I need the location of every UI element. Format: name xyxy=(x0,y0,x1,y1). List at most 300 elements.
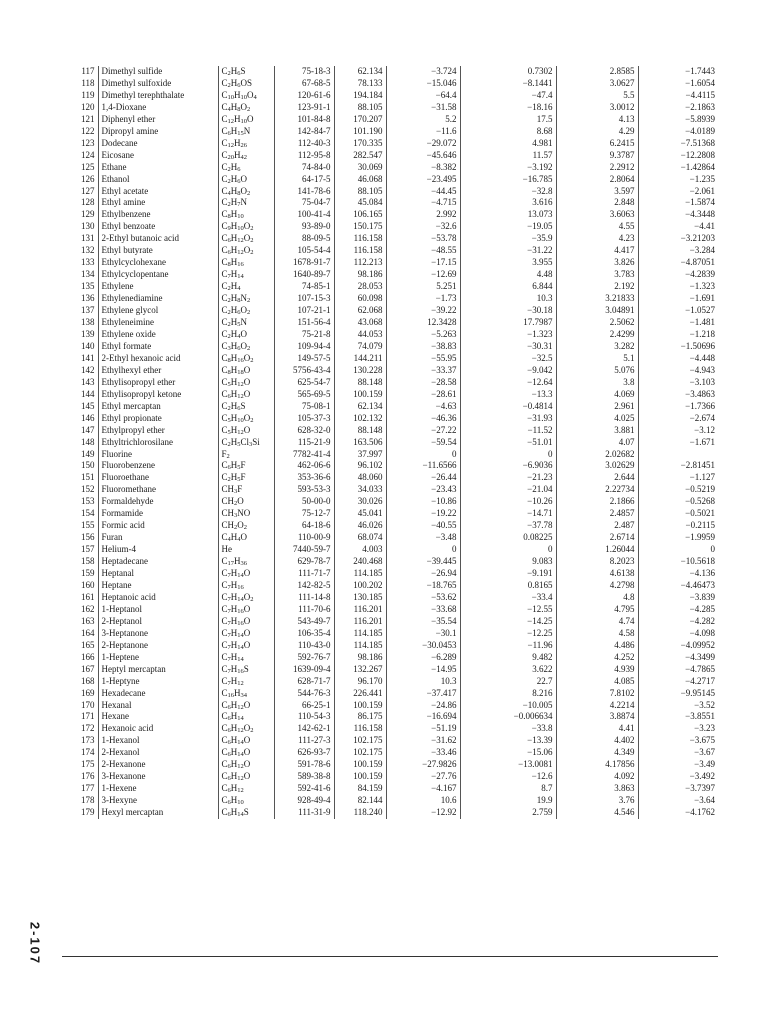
cell-name: Ethyl butyrate xyxy=(98,245,218,257)
cell-v2: −32.5 xyxy=(460,353,556,365)
table-row xyxy=(62,711,718,723)
cell-v1: −31.58 xyxy=(386,102,460,114)
cell-v1: −48.55 xyxy=(386,245,460,257)
cell-mw: 170.335 xyxy=(334,138,386,150)
cell-mw: 114.185 xyxy=(334,628,386,640)
cell-no: 122 xyxy=(81,125,95,136)
table-row xyxy=(62,580,718,592)
cell-cas: 110-54-3 xyxy=(274,711,334,723)
cell-v1: −27.9826 xyxy=(386,759,460,771)
table-row xyxy=(62,652,718,664)
cell-v1: −4.715 xyxy=(386,197,460,209)
cell-cas: 628-71-7 xyxy=(274,676,334,688)
cell-name: Ethanol xyxy=(98,174,218,186)
cell-formula: $C_9H_{10}O_2$ xyxy=(218,221,274,233)
cell-no: 159 xyxy=(81,568,95,579)
cell-v3: 3.826 xyxy=(556,257,638,269)
cell-no: 129 xyxy=(81,209,95,220)
cell-v2: −11.96 xyxy=(460,640,556,652)
cell-mw: 282.547 xyxy=(334,150,386,162)
cell-formula: $C_6H_{12}O$ xyxy=(218,389,274,401)
cell-no: 169 xyxy=(81,687,95,698)
cell-v2: 8.7 xyxy=(460,783,556,795)
cell-mw: 100.159 xyxy=(334,389,386,401)
table-row xyxy=(62,341,718,353)
cell-mw: 194.184 xyxy=(334,90,386,102)
cell-mw: 82.144 xyxy=(334,795,386,807)
cell-mw: 101.190 xyxy=(334,126,386,138)
table-row xyxy=(62,365,718,377)
cell-no: 160 xyxy=(81,579,95,590)
cell-no: 125 xyxy=(81,161,95,172)
cell-formula: $C_6H_{12}O$ xyxy=(218,759,274,771)
cell-no: 163 xyxy=(81,615,95,626)
cell-mw: 112.213 xyxy=(334,257,386,269)
cell-v3: 3.8 xyxy=(556,377,638,389)
cell-name: 2-Heptanone xyxy=(98,640,218,652)
cell-cas: 111-14-8 xyxy=(274,592,334,604)
cell-name: Dimethyl sulfide xyxy=(98,66,218,78)
cell-name: Fluoromethane xyxy=(98,484,218,496)
cell-no: 141 xyxy=(81,352,95,363)
cell-name: Ethyleneimine xyxy=(98,317,218,329)
cell-cas: 111-70-6 xyxy=(274,604,334,616)
cell-v4: −1.9959 xyxy=(638,532,718,544)
cell-mw: 30.026 xyxy=(334,496,386,508)
cell-v3: 4.8 xyxy=(556,592,638,604)
cell-v4: −3.7397 xyxy=(638,783,718,795)
cell-mw: 28.053 xyxy=(334,281,386,293)
cell-v4: −4.1762 xyxy=(638,807,718,819)
cell-no: 132 xyxy=(81,245,95,256)
cell-name: Heptadecane xyxy=(98,556,218,568)
cell-v1: −27.22 xyxy=(386,425,460,437)
cell-v1: −64.4 xyxy=(386,90,460,102)
cell-v2: −35.9 xyxy=(460,233,556,245)
cell-v2: −13.39 xyxy=(460,735,556,747)
cell-v2: −13.3 xyxy=(460,389,556,401)
cell-mw: 132.267 xyxy=(334,664,386,676)
cell-mw: 116.158 xyxy=(334,245,386,257)
cell-mw: 96.170 xyxy=(334,676,386,688)
cell-formula: $C_2H_5F$ xyxy=(218,472,274,484)
cell-name: Fluorobenzene xyxy=(98,460,218,472)
cell-v2: −10.005 xyxy=(460,700,556,712)
cell-name: Ethylene glycol xyxy=(98,305,218,317)
cell-name: Ethane xyxy=(98,162,218,174)
cell-v4: −1.0527 xyxy=(638,305,718,317)
cell-name: 2-Heptanol xyxy=(98,616,218,628)
cell-no: 165 xyxy=(81,639,95,650)
cell-no: 143 xyxy=(81,376,95,387)
cell-formula: $C_{17}H_{36}$ xyxy=(218,556,274,568)
table-body xyxy=(62,66,718,819)
cell-v2: −37.78 xyxy=(460,520,556,532)
cell-v2: 6.844 xyxy=(460,281,556,293)
cell-v4: −1.235 xyxy=(638,174,718,186)
cell-v1: 10.6 xyxy=(386,795,460,807)
table-row xyxy=(62,233,718,245)
cell-v3: 4.6138 xyxy=(556,568,638,580)
cell-name: 1-Heptene xyxy=(98,652,218,664)
cell-v2: −32.8 xyxy=(460,186,556,198)
cell-mw: 226.441 xyxy=(334,688,386,700)
cell-v1: −38.83 xyxy=(386,341,460,353)
table-row xyxy=(62,114,718,126)
cell-no: 135 xyxy=(81,281,95,292)
table-row xyxy=(62,66,718,78)
cell-v2: −9.191 xyxy=(460,568,556,580)
cell-v4: −3.49 xyxy=(638,759,718,771)
cell-name: Ethyl propionate xyxy=(98,413,218,425)
cell-name: Heptanal xyxy=(98,568,218,580)
cell-formula: $C_6H_{12}O_2$ xyxy=(218,233,274,245)
cell-v4: −3.8551 xyxy=(638,711,718,723)
cell-name: Ethyl mercaptan xyxy=(98,401,218,413)
cell-v1: −27.76 xyxy=(386,771,460,783)
cell-v1: −15.046 xyxy=(386,78,460,90)
cell-v2: −33.8 xyxy=(460,723,556,735)
cell-mw: 74.079 xyxy=(334,341,386,353)
cell-no: 147 xyxy=(81,424,95,435)
cell-v3: 3.0627 xyxy=(556,78,638,90)
cell-no: 137 xyxy=(81,305,95,316)
cell-v1: −55.95 xyxy=(386,353,460,365)
cell-cas: 75-04-7 xyxy=(274,197,334,209)
cell-cas: 7440-59-7 xyxy=(274,544,334,556)
cell-name: 1,4-Dioxane xyxy=(98,102,218,114)
cell-v3: 2.1866 xyxy=(556,496,638,508)
table-row xyxy=(62,484,718,496)
cell-cas: 141-78-6 xyxy=(274,186,334,198)
cell-name: Heptane xyxy=(98,580,218,592)
cell-v4: −2.1863 xyxy=(638,102,718,114)
cell-name: 1-Heptyne xyxy=(98,676,218,688)
cell-formula: $C_{10}H_{10}O_4$ xyxy=(218,90,274,102)
cell-v4: −3.675 xyxy=(638,735,718,747)
cell-formula: $C_3H_6O_2$ xyxy=(218,341,274,353)
cell-v1: −39.445 xyxy=(386,556,460,568)
cell-v3: 4.069 xyxy=(556,389,638,401)
table-row xyxy=(62,747,718,759)
cell-formula: $C_2H_6O_2$ xyxy=(218,305,274,317)
cell-formula: $C_7H_{14}O_2$ xyxy=(218,592,274,604)
table-row xyxy=(62,795,718,807)
cell-mw: 114.185 xyxy=(334,568,386,580)
table-row xyxy=(62,329,718,341)
cell-v4: −4.136 xyxy=(638,568,718,580)
table-row xyxy=(62,102,718,114)
cell-v1: −53.78 xyxy=(386,233,460,245)
cell-mw: 88.148 xyxy=(334,377,386,389)
cell-formula: $C_2H_4O$ xyxy=(218,329,274,341)
cell-formula: $C_{12}H_{26}$ xyxy=(218,138,274,150)
cell-v1: 12.3428 xyxy=(386,317,460,329)
cell-formula: $C_4H_8O_2$ xyxy=(218,102,274,114)
cell-no: 127 xyxy=(81,185,95,196)
cell-no: 123 xyxy=(81,137,95,148)
cell-formula: $C_2H_6O$ xyxy=(218,174,274,186)
cell-cas: 88-09-5 xyxy=(274,233,334,245)
cell-v4: −1.7443 xyxy=(638,66,718,78)
cell-v3: 2.961 xyxy=(556,401,638,413)
cell-v2: −12.6 xyxy=(460,771,556,783)
cell-v2: −1.323 xyxy=(460,329,556,341)
cell-cas: 589-38-8 xyxy=(274,771,334,783)
cell-v4: −12.2808 xyxy=(638,150,718,162)
cell-v3: 3.783 xyxy=(556,269,638,281)
cell-v4: −4.285 xyxy=(638,604,718,616)
cell-formula: $C_7H_{16}$ xyxy=(218,580,274,592)
cell-v4: −1.50696 xyxy=(638,341,718,353)
cell-formula: $C_2H_6S$ xyxy=(218,401,274,413)
table-row xyxy=(62,162,718,174)
cell-v3: 4.939 xyxy=(556,664,638,676)
cell-mw: 100.159 xyxy=(334,771,386,783)
cell-v1: −8.382 xyxy=(386,162,460,174)
cell-name: Ethylisopropyl ether xyxy=(98,377,218,389)
cell-v4: −1.127 xyxy=(638,472,718,484)
cell-cas: 93-89-0 xyxy=(274,221,334,233)
cell-v2: −6.9036 xyxy=(460,460,556,472)
cell-v4: −1.691 xyxy=(638,293,718,305)
cell-v3: 2.8064 xyxy=(556,174,638,186)
cell-v3: 3.21833 xyxy=(556,293,638,305)
cell-no: 145 xyxy=(81,400,95,411)
cell-v3: 3.0012 xyxy=(556,102,638,114)
cell-cas: 149-57-5 xyxy=(274,353,334,365)
cell-v2: 22.7 xyxy=(460,676,556,688)
cell-v2: 2.759 xyxy=(460,807,556,819)
table-row xyxy=(62,640,718,652)
table-row xyxy=(62,138,718,150)
cell-v3: 4.486 xyxy=(556,640,638,652)
cell-cas: 1640-89-7 xyxy=(274,269,334,281)
cell-cas: 142-82-5 xyxy=(274,580,334,592)
cell-v3: 9.3787 xyxy=(556,150,638,162)
cell-v1: −35.54 xyxy=(386,616,460,628)
cell-v4: −4.282 xyxy=(638,616,718,628)
cell-formula: $C_7H_{16}S$ xyxy=(218,664,274,676)
cell-mw: 88.148 xyxy=(334,425,386,437)
cell-v4: −10.5618 xyxy=(638,556,718,568)
cell-v2: −19.05 xyxy=(460,221,556,233)
cell-cas: 75-21-8 xyxy=(274,329,334,341)
cell-v2: −21.23 xyxy=(460,472,556,484)
cell-mw: 62.134 xyxy=(334,66,386,78)
cell-v1: −30.1 xyxy=(386,628,460,640)
cell-v1: −10.86 xyxy=(386,496,460,508)
cell-v4: −2.81451 xyxy=(638,460,718,472)
cell-v3: 6.2415 xyxy=(556,138,638,150)
cell-cas: 353-36-6 xyxy=(274,472,334,484)
cell-v1: −29.072 xyxy=(386,138,460,150)
cell-cas: 75-12-7 xyxy=(274,508,334,520)
cell-v3: 2.192 xyxy=(556,281,638,293)
cell-formula: $C_7H_{12}$ xyxy=(218,676,274,688)
cell-name: Ethylene xyxy=(98,281,218,293)
cell-v2: −51.01 xyxy=(460,437,556,449)
table-row xyxy=(62,257,718,269)
cell-formula: $C_6H_{12}O_2$ xyxy=(218,245,274,257)
cell-name: 2-Ethyl butanoic acid xyxy=(98,233,218,245)
cell-mw: 62.134 xyxy=(334,401,386,413)
cell-name: Dimethyl sulfoxide xyxy=(98,78,218,90)
table-row xyxy=(62,520,718,532)
cell-mw: 100.159 xyxy=(334,700,386,712)
cell-v1: 0 xyxy=(386,544,460,556)
cell-no: 162 xyxy=(81,603,95,614)
cell-formula: $C_7H_{14}O$ xyxy=(218,568,274,580)
cell-v4: −0.2115 xyxy=(638,520,718,532)
cell-v1: −40.55 xyxy=(386,520,460,532)
table-row xyxy=(62,700,718,712)
cell-name: Hexadecane xyxy=(98,688,218,700)
cell-v3: 4.795 xyxy=(556,604,638,616)
cell-v1: −26.94 xyxy=(386,568,460,580)
cell-cas: 105-54-4 xyxy=(274,245,334,257)
table-row xyxy=(62,389,718,401)
cell-formula: $C_8H_{16}O_2$ xyxy=(218,353,274,365)
cell-v3: 3.8874 xyxy=(556,711,638,723)
cell-cas: 5756-43-4 xyxy=(274,365,334,377)
cell-cas: 110-00-9 xyxy=(274,532,334,544)
cell-v2: −47.4 xyxy=(460,90,556,102)
cell-formula: $C_6H_{12}O$ xyxy=(218,700,274,712)
cell-cas: 107-15-3 xyxy=(274,293,334,305)
cell-no: 153 xyxy=(81,496,95,507)
cell-v3: 3.597 xyxy=(556,186,638,198)
cell-v4: −7.51368 xyxy=(638,138,718,150)
cell-no: 117 xyxy=(81,66,95,76)
table-row xyxy=(62,401,718,413)
cell-v3: 5.5 xyxy=(556,90,638,102)
cell-v4: −3.12 xyxy=(638,425,718,437)
cell-v3: 3.76 xyxy=(556,795,638,807)
cell-cas: 107-21-1 xyxy=(274,305,334,317)
table-row xyxy=(62,688,718,700)
cell-v3: 4.58 xyxy=(556,628,638,640)
cell-v1: −28.58 xyxy=(386,377,460,389)
table-row xyxy=(62,664,718,676)
cell-no: 152 xyxy=(81,484,95,495)
table-row xyxy=(62,783,718,795)
cell-v2: 8.216 xyxy=(460,688,556,700)
cell-mw: 163.506 xyxy=(334,437,386,449)
cell-formula: $C_2H_8N_2$ xyxy=(218,293,274,305)
cell-name: Ethyl benzoate xyxy=(98,221,218,233)
cell-v2: −13.0081 xyxy=(460,759,556,771)
cell-cas: 544-76-3 xyxy=(274,688,334,700)
cell-v3: 4.74 xyxy=(556,616,638,628)
cell-v4: −3.64 xyxy=(638,795,718,807)
table-row xyxy=(62,221,718,233)
cell-formula: $C_6H_{10}$ xyxy=(218,795,274,807)
cell-formula: $C_7H_{14}$ xyxy=(218,269,274,281)
cell-formula: $C_6H_{12}$ xyxy=(218,783,274,795)
cell-v2: −10.26 xyxy=(460,496,556,508)
cell-v1: −14.95 xyxy=(386,664,460,676)
cell-formula: $CH_3F$ xyxy=(218,484,274,496)
cell-v4: −3.67 xyxy=(638,747,718,759)
cell-v4: −4.3448 xyxy=(638,209,718,221)
table-row xyxy=(62,759,718,771)
cell-no: 176 xyxy=(81,771,95,782)
cell-mw: 102.132 xyxy=(334,413,386,425)
cell-v4: −3.23 xyxy=(638,723,718,735)
cell-no: 130 xyxy=(81,221,95,232)
cell-cas: 111-31-9 xyxy=(274,807,334,819)
cell-mw: 78.133 xyxy=(334,78,386,90)
cell-v1: −33.46 xyxy=(386,747,460,759)
cell-cas: 111-27-3 xyxy=(274,735,334,747)
cell-no: 120 xyxy=(81,101,95,112)
cell-v1: 5.2 xyxy=(386,114,460,126)
cell-no: 171 xyxy=(81,711,95,722)
cell-cas: 462-06-6 xyxy=(274,460,334,472)
cell-cas: 629-78-7 xyxy=(274,556,334,568)
cell-v2: 9.083 xyxy=(460,556,556,568)
cell-v4: −1.42864 xyxy=(638,162,718,174)
table-row xyxy=(62,305,718,317)
cell-mw: 96.102 xyxy=(334,460,386,472)
cell-name: Ethyl acetate xyxy=(98,186,218,198)
cell-cas: 110-43-0 xyxy=(274,640,334,652)
cell-v4: −1.671 xyxy=(638,437,718,449)
cell-v3: 2.4299 xyxy=(556,329,638,341)
cell-v3: 4.41 xyxy=(556,723,638,735)
cell-name: Dimethyl terephthalate xyxy=(98,90,218,102)
table-row xyxy=(62,628,718,640)
cell-no: 164 xyxy=(81,627,95,638)
cell-formula: $C_6H_{12}O_2$ xyxy=(218,723,274,735)
cell-mw: 88.105 xyxy=(334,186,386,198)
cell-name: Ethylbenzene xyxy=(98,209,218,221)
cell-cas: 123-91-1 xyxy=(274,102,334,114)
cell-v4: −4.2717 xyxy=(638,676,718,688)
table-row xyxy=(62,676,718,688)
cell-v2: 3.622 xyxy=(460,664,556,676)
cell-cas: 625-54-7 xyxy=(274,377,334,389)
cell-no: 133 xyxy=(81,257,95,268)
cell-v1: −53.62 xyxy=(386,592,460,604)
cell-no: 128 xyxy=(81,197,95,208)
cell-cas: 151-56-4 xyxy=(274,317,334,329)
cell-cas: 109-94-4 xyxy=(274,341,334,353)
cell-name: 3-Hexanone xyxy=(98,771,218,783)
table-row xyxy=(62,532,718,544)
cell-v4 xyxy=(638,449,718,461)
cell-v3: 4.07 xyxy=(556,437,638,449)
cell-formula: $C_2H_7N$ xyxy=(218,197,274,209)
cell-v1: −4.167 xyxy=(386,783,460,795)
cell-v2: 10.3 xyxy=(460,293,556,305)
cell-v4: −3.4863 xyxy=(638,389,718,401)
cell-formula: $C_2H_5Cl_3Si$ xyxy=(218,437,274,449)
cell-v3: 5.1 xyxy=(556,353,638,365)
cell-v3: 2.848 xyxy=(556,197,638,209)
cell-formula: $C_7H_{14}O$ xyxy=(218,628,274,640)
table-row xyxy=(62,174,718,186)
cell-v3: 4.092 xyxy=(556,771,638,783)
cell-v1: −5.263 xyxy=(386,329,460,341)
cell-name: Hexane xyxy=(98,711,218,723)
property-table xyxy=(62,66,718,819)
cell-v2: −15.06 xyxy=(460,747,556,759)
cell-formula: $C_8H_{10}$ xyxy=(218,209,274,221)
cell-mw: 100.159 xyxy=(334,759,386,771)
cell-mw: 43.068 xyxy=(334,317,386,329)
